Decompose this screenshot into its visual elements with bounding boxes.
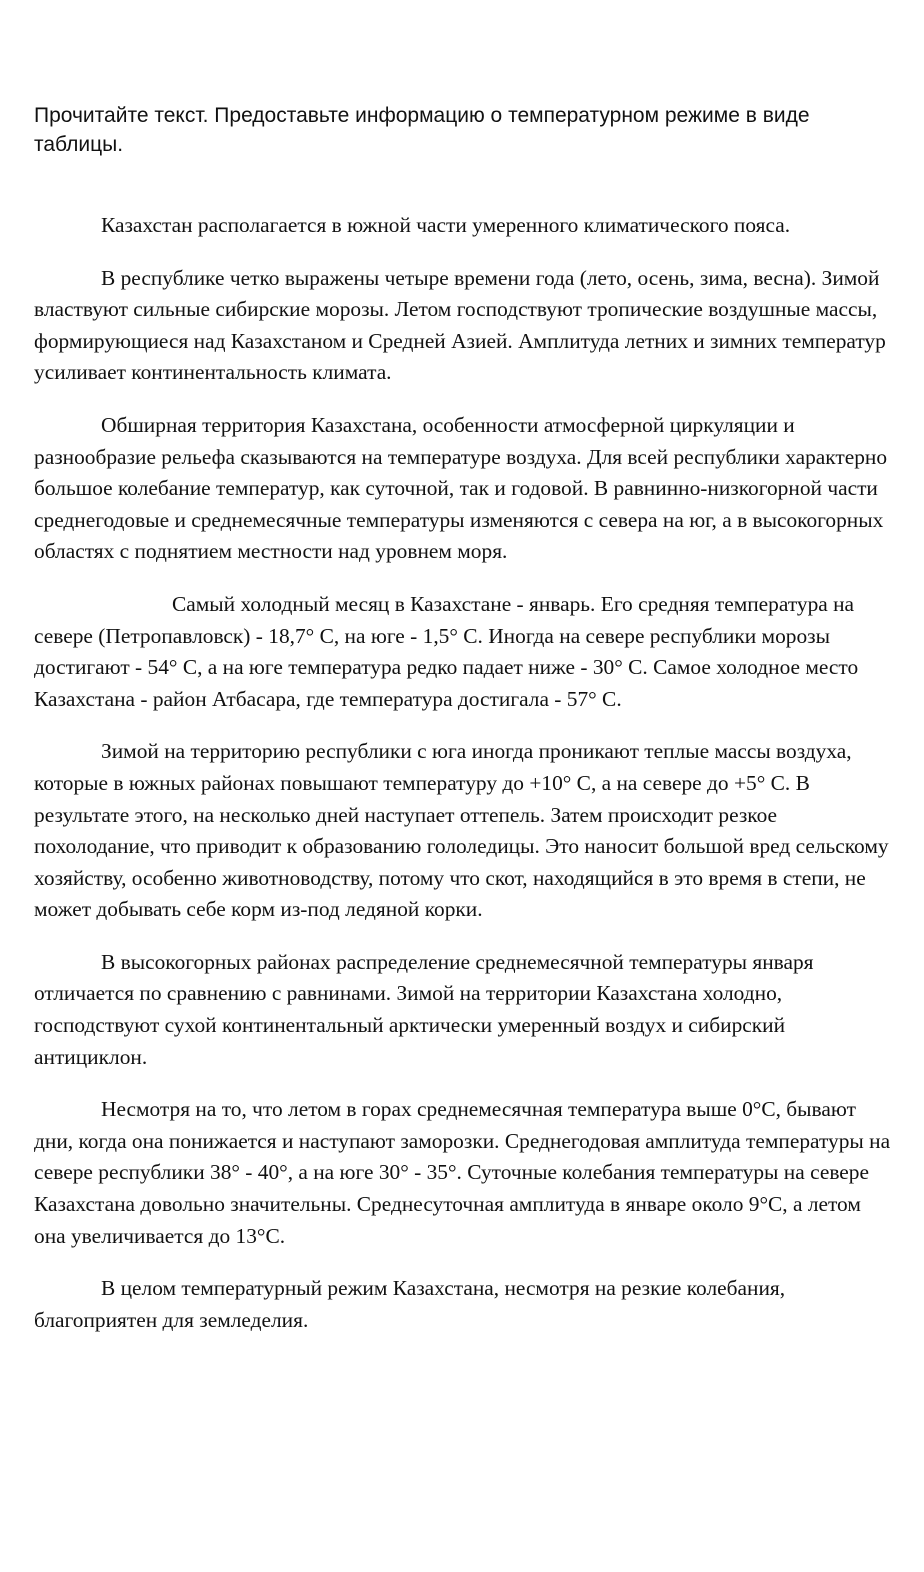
paragraph-seasons: В республике четко выражены четыре времени года (лето, осень, зима, весна). Зимой властвуют сильные сибирские морозы. Летом господствуют тропические воздушные массы, формирующиеся над Казахстаном и Средней Азией. Амплитуда летних и зимних температур усиливает континентальность климата.	[34, 265, 886, 385]
paragraph-coldest-month: Самый холодный месяц в Казахстане - январь. Его средняя температура на севере (Петропавловск) - 18,7° С, на юге - 1,5° С. Иногда на севере республики морозы достигают - 54° С, а на юге температура редко падает ниже - 30° С. Самое холодное место Казахстана - район Атбасара, где температура достигала - 57° С.	[34, 591, 859, 711]
paragraph-territory: Обширная территория Казахстана, особенности атмосферной циркуляции и разнообразие рельефа сказываются на температуре воздуха. Для всей республики характерно большое колебание температур, как суточной, так и годовой. В равнинно-низкогорной части среднегодовые и среднемесячные температуры изменяются с севера на юг, а в высокогорных областях с поднятием местности над уровнем моря.	[34, 412, 888, 564]
paragraph-amplitude: Несмотря на то, что летом в горах среднемесячная температура выше 0°С, бывают дни, когда она понижается и наступают заморозки. Среднегодовая амплитуда температуры на севере республики 38° - 40°, а на юге 30° - 35°. Суточные колебания температуры на севере Казахстана довольно значительны. Среднесуточная амплитуда в январе около 9°С, а летом она увеличивается до 13°С.	[34, 1097, 891, 1248]
paragraph-highlands: В высокогорных районах распределение среднемесячной температуры января отличается по сравнению с равнинами. Зимой на территории Казахстана холодно, господствуют сухой континентальный арктически умеренный воздух и сибирский антициклон.	[34, 949, 814, 1069]
task-instruction: Прочитайте текст. Предоставьте информацию о температурном режиме в виде таблицы.	[34, 104, 810, 156]
article-body	[34, 210, 896, 1357]
paragraph-conclusion: В целом температурный режим Казахстана, несмотря на резкие колебания, благоприятен для земледелия.	[34, 1276, 786, 1332]
paragraph-climate-zone: Казахстан располагается в южной части умеренного климатического пояса.	[101, 213, 791, 237]
paragraph-winter-thaw: Зимой на территорию республики с юга иногда проникают теплые массы воздуха, которые в южных районах повышают температуру до +10° С, а на севере до +5° С. В результате этого, на несколько дней наступает оттепель. Затем происходит резкое похолодание, что приводит к образованию гололедицы. Это наносит большой вред сельскому хозяйству, особенно животноводству, потому что скот, находящийся в это время в степи, не может добывать себе корм из-под ледяной корки.	[34, 739, 889, 922]
